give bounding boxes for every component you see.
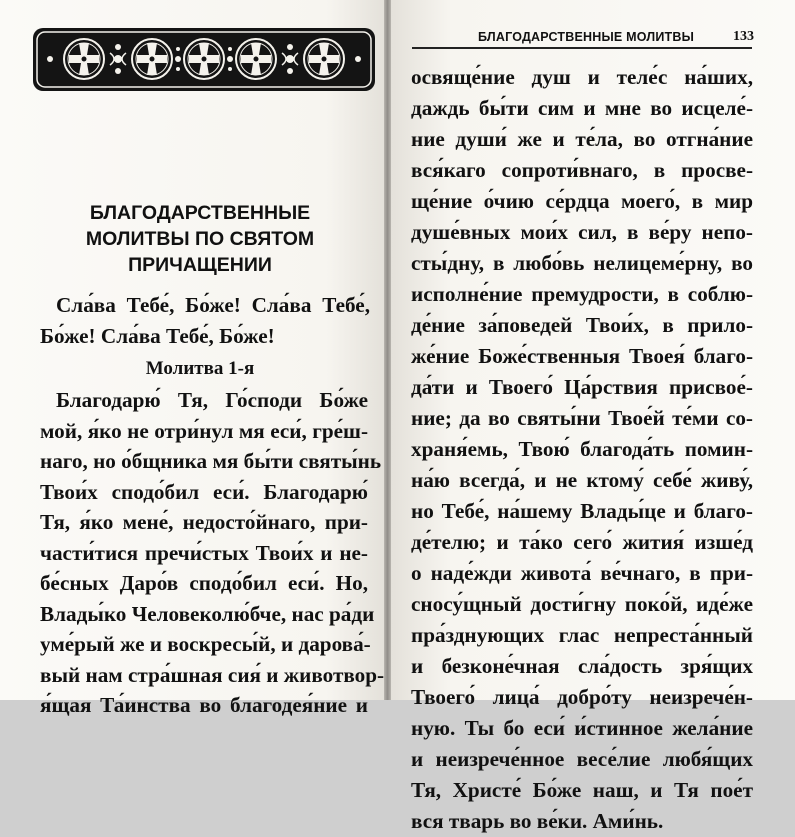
text-line: мой, я́ко не отри́нул мя еси́, гре́ш-	[40, 418, 368, 443]
text-line: Твоего́ лица́ добро́ту неизрече́н-	[411, 685, 753, 709]
text-line: даждь бы́ти сим и мне во исцеле́-	[411, 96, 753, 120]
title-line: БЛАГОДАРСТВЕННЫЕ	[89, 202, 311, 224]
title-line: МОЛИТВЫ ПО СВЯТОМ	[85, 228, 315, 250]
text-line: Твои́х сподо́бил еси́. Благодарю́	[40, 479, 368, 504]
section-title	[60, 200, 340, 278]
text-line: вся́каго сопроти́внаго, в просве-	[411, 158, 753, 182]
right-body-text	[411, 62, 753, 837]
text-line: и безконе́чная сла́дость зря́щих	[411, 654, 753, 678]
prayer-heading: Молитва 1-я	[145, 358, 255, 379]
text-line: Тя, Христе́ Бо́же наш, и Тя пое́т	[411, 778, 753, 802]
text-line: сты́дну, в любо́вь нелицеме́рну, во	[411, 251, 753, 275]
text-line: да́ти и Твоего́ Ца́рствия присвое́-	[411, 375, 753, 399]
page-number: 133	[733, 29, 754, 44]
text-line: вый нам стра́шная сия́ и животвор-	[40, 662, 385, 687]
title-line: ПРИЧАЩЕНИИ	[128, 254, 272, 276]
text-line: уме́рый же и воскресы́й, и дарова́-	[40, 632, 371, 656]
doxology	[40, 290, 370, 351]
book-gutter	[384, 0, 391, 700]
text-line: душе́вных мои́х сил, в ве́ру непо-	[411, 220, 753, 244]
text-line: вся тварь во ве́ки. Ами́нь.	[411, 809, 664, 833]
text-line: Благодарю́ Тя, Го́споди Бо́же	[56, 388, 368, 412]
text-line: храня́емь, Твою́ благода́ть помин-	[411, 437, 753, 461]
doxology-line: Бо́же! Сла́ва Тебе́, Бо́же!	[40, 323, 275, 348]
text-line: де́ние за́поведей Твои́х, в прило-	[411, 313, 753, 337]
left-body-text	[40, 385, 385, 721]
text-line: Тя, я́ко мене́, недосто́йнаго, при-	[40, 510, 368, 534]
text-line: исполне́ние премудрости, в соблю-	[411, 282, 753, 306]
text-line: на́ю всегда́, и не ктому́ себе́ живу́,	[411, 468, 753, 492]
text-line: ние; да во святы́ни Твое́й те́ми со-	[411, 406, 753, 430]
header-rule	[412, 47, 752, 49]
ornament-headpiece-icon	[32, 27, 376, 92]
text-line: и неизрече́нное весе́лие любя́щих	[411, 747, 753, 771]
text-line: я́щая Та́инства во благодея́ние и	[40, 693, 368, 717]
text-line: ную. Ты бо еси́ и́стинное жела́ние	[411, 716, 753, 740]
text-line: сносу́щный дости́гну поко́й, иде́же	[411, 592, 753, 616]
text-line: де́телю; и та́ко сего́ жития́ изше́д	[411, 530, 753, 554]
text-line: бе́сных Даро́в сподо́бил еси́. Но,	[40, 571, 368, 595]
text-line: пра́зднующих глас непреста́нный	[411, 623, 753, 647]
doxology-line: Сла́ва Тебе́, Бо́же! Сла́ва Тебе́,	[56, 293, 370, 317]
text-line: Влады́ко Человеколю́бче, нас ра́ди	[40, 601, 375, 626]
text-line: же́ние Боже́ственныя Твоея́ благо-	[411, 344, 753, 368]
text-line: ние души́ же и те́ла, во отгна́ние	[411, 127, 753, 151]
text-line: о наде́жди живота́ ве́чнаго, в при-	[411, 561, 753, 585]
text-line: освяще́ние душ и теле́с на́ших,	[411, 65, 753, 89]
text-line: части́тися пречи́стых Твои́х и не-	[40, 540, 368, 565]
text-line: наго, но о́бщника мя бы́ти святы́нь	[40, 449, 382, 473]
running-head: БЛАГОДАРСТВЕННЫЕ МОЛИТВЫ	[478, 30, 695, 44]
text-line: ще́ние о́чию се́рдца моего́, в мир	[411, 189, 753, 213]
text-line: но Тебе́, на́шему Влады́це и благо-	[411, 499, 753, 523]
